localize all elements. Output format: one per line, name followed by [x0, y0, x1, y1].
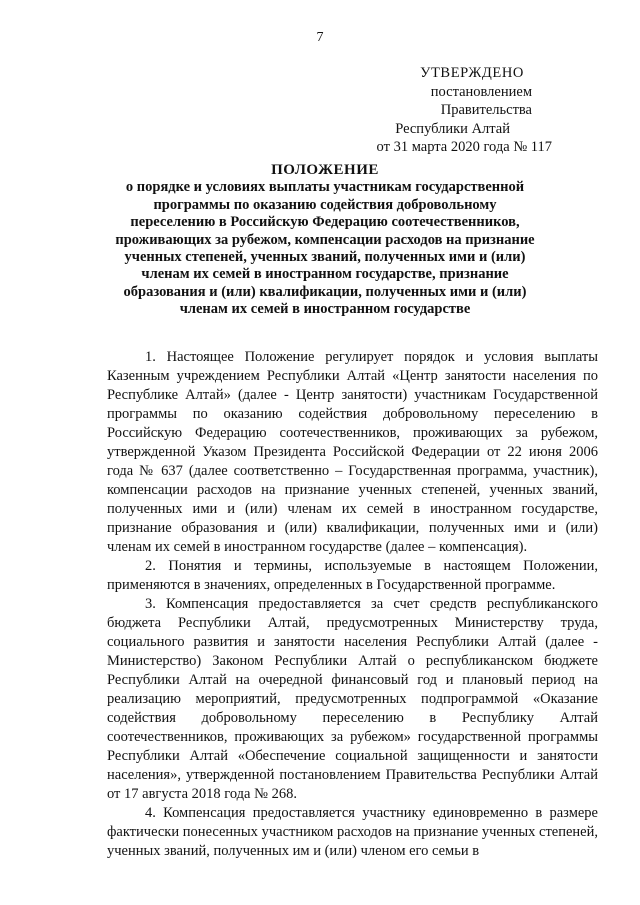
title-main: ПОЛОЖЕНИЕ	[271, 162, 379, 178]
paragraph-3: 3. Компенсация предоставляется за счет средств республиканского бюджета Республики Алтай, предусмотренных Министерству труда, социального развития и занятости населения Республики Алтай (далее - Министерство) Законом Республики Алтай о республиканском бюджете Республики Алтай на очередной финансовый год и плановый период на реализацию мероприятий, предусмотренных подпрограммой «Оказание содействия добровольному переселению в Республику Алтай соотечественников, проживающих за рубежом» государственной программы Республики Алтай «Обеспечение социальной защищенности и занятости населения», утвержденной постановлением Правительства Республики Алтай от 17 августа 2018 года № 268.	[107, 596, 598, 802]
paragraph-2: 2. Понятия и термины, используемые в настоящем Положении, применяются в значениях, определенных в Государственной программе.	[107, 558, 598, 593]
title-subtitle: о порядке и условиях выплаты участникам государственной программы по оказанию содействия добровольному переселению в Российскую Федерацию соотечественников, проживающих за рубежом, компенсации расходов на признание ученных степеней, ученных званий, полученных ими и (или) членам их семей в иностранном государстве, признание образования и (или) квалификации, полученных ими и (или) членам их семей в иностранном государстве	[115, 179, 535, 318]
paragraph-1: 1. Настоящее Положение регулирует порядок и условия выплаты Казенным учреждением Республики Алтай «Центр занятости населения по Республике Алтай» (далее - Центр занятости) участникам Государственной программы по оказанию содействия добровольному переселению в Российскую Федерацию соотечественников, проживающих за рубежом, утвержденной Указом Президента Российской Федерации от 22 июня 2006 года № 637 (далее соответственно – Государственная программа, участник), компенсации расходов на признание ученных степеней, ученных званий, полученных ими и (или) членам их семей в иностранном государстве, признание образования и (или) квалификации, полученных ими и (или) членам их семей в иностранном государстве (далее – компенсация).	[107, 349, 598, 555]
page-number: 7	[316, 30, 324, 45]
approval-authority: постановлением Правительства	[430, 83, 532, 118]
document-title	[115, 162, 535, 319]
document-body	[107, 348, 598, 861]
approval-block	[340, 64, 552, 157]
paragraph-4: 4. Компенсация предоставляется участнику единовременно в размере фактически понесенных участником расходов на признание ученных степеней, ученных званий, полученных им и (или) членом его семьи в	[107, 805, 598, 859]
approval-region: Республики Алтай	[395, 120, 510, 137]
approval-date: от 31 марта 2020 года № 117	[376, 139, 552, 155]
approval-heading: УТВЕРЖДЕНО	[420, 65, 524, 81]
